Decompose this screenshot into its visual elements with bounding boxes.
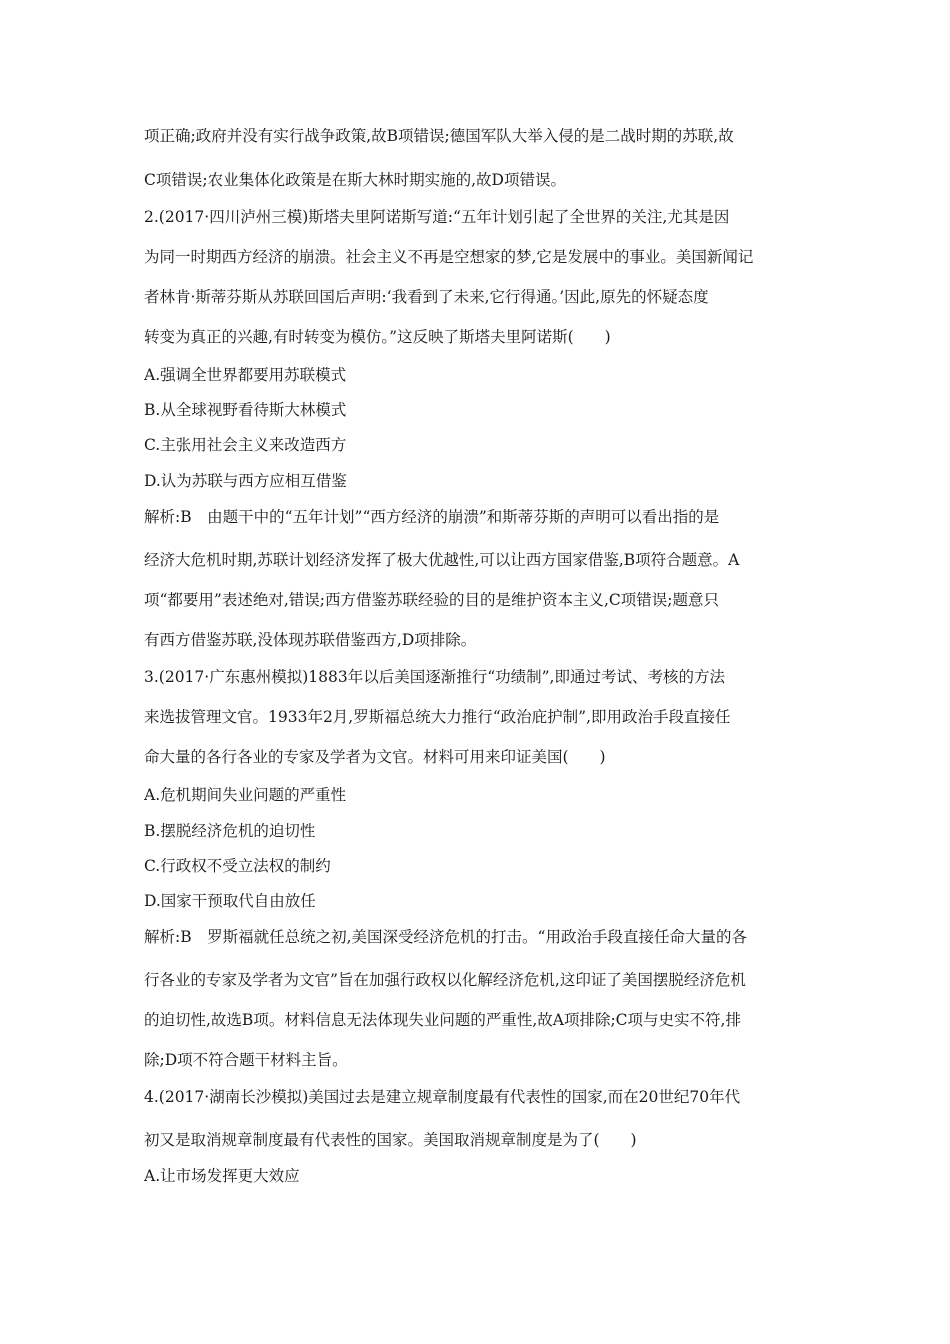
text-line: 者林肯·斯蒂芬斯从苏联回国后声明:‘我看到了未来,它行得通。’因此,原先的怀疑态度 bbox=[144, 288, 709, 306]
text-line: 除;D项不符合题干材料主旨。 bbox=[144, 1051, 348, 1069]
option-a: A.危机期间失业问题的严重性 bbox=[144, 786, 347, 804]
text-line: 转变为真正的兴趣,有时转变为模仿。”这反映了斯塔夫里阿诺斯( ) bbox=[144, 328, 611, 346]
text-line: 初又是取消规章制度最有代表性的国家。美国取消规章制度是为了( ) bbox=[144, 1131, 637, 1149]
option-a: A.强调全世界都要用苏联模式 bbox=[144, 366, 347, 384]
option-b: B.摆脱经济危机的迫切性 bbox=[144, 822, 316, 840]
question-2-line: 2.(2017·四川泸州三模)斯塔夫里阿诺斯写道:“五年计划引起了全世界的关注,尤其是因 bbox=[144, 208, 730, 226]
option-b: B.从全球视野看待斯大林模式 bbox=[144, 401, 347, 419]
text-line: C项错误;农业集体化政策是在斯大林时期实施的,故D项错误。 bbox=[144, 171, 566, 189]
text-line: 有西方借鉴苏联,没体现苏联借鉴西方,D项排除。 bbox=[144, 631, 477, 649]
option-c: C.主张用社会主义来改造西方 bbox=[144, 436, 347, 454]
option-a: A.让市场发挥更大效应 bbox=[144, 1167, 300, 1185]
text-line: 的迫切性,故选B项。材料信息无法体现失业问题的严重性,故A项排除;C项与史实不符,排 bbox=[144, 1011, 741, 1029]
question-4-line: 4.(2017·湖南长沙模拟)美国过去是建立规章制度最有代表性的国家,而在20世纪70年代 bbox=[144, 1088, 741, 1106]
text-line: 项正确;政府并没有实行战争政策,故B项错误;德国军队大举入侵的是二战时期的苏联,故 bbox=[144, 127, 734, 145]
text-line: 为同一时期西方经济的崩溃。社会主义不再是空想家的梦,它是发展中的事业。美国新闻记 bbox=[144, 248, 754, 266]
text-line: 来选拔管理文官。1933年2月,罗斯福总统大力推行“政治庇护制”,即用政治手段直接任 bbox=[144, 708, 731, 726]
text-line: 行各业的专家及学者为文官”旨在加强行政权以化解经济危机,这印证了美国摆脱经济危机 bbox=[144, 971, 746, 989]
analysis-line: 解析:B 罗斯福就任总统之初,美国深受经济危机的打击。“用政治手段直接任命大量的各 bbox=[144, 928, 747, 946]
question-3-line: 3.(2017·广东惠州模拟)1883年以后美国逐渐推行“功绩制”,即通过考试、考核的方法 bbox=[144, 668, 725, 686]
text-line: 经济大危机时期,苏联计划经济发挥了极大优越性,可以让西方国家借鉴,B项符合题意。A bbox=[144, 551, 740, 569]
option-d: D.国家干预取代自由放任 bbox=[144, 892, 316, 910]
text-line: 命大量的各行各业的专家及学者为文官。材料可用来印证美国( ) bbox=[144, 748, 606, 766]
text-line: 项“都要用”表述绝对,错误;西方借鉴苏联经验的目的是维护资本主义,C项错误;题意只 bbox=[144, 591, 720, 609]
option-d: D.认为苏联与西方应相互借鉴 bbox=[144, 472, 347, 490]
analysis-line: 解析:B 由题干中的“五年计划”“西方经济的崩溃”和斯蒂芬斯的声明可以看出指的是 bbox=[144, 508, 720, 526]
option-c: C.行政权不受立法权的制约 bbox=[144, 857, 331, 875]
